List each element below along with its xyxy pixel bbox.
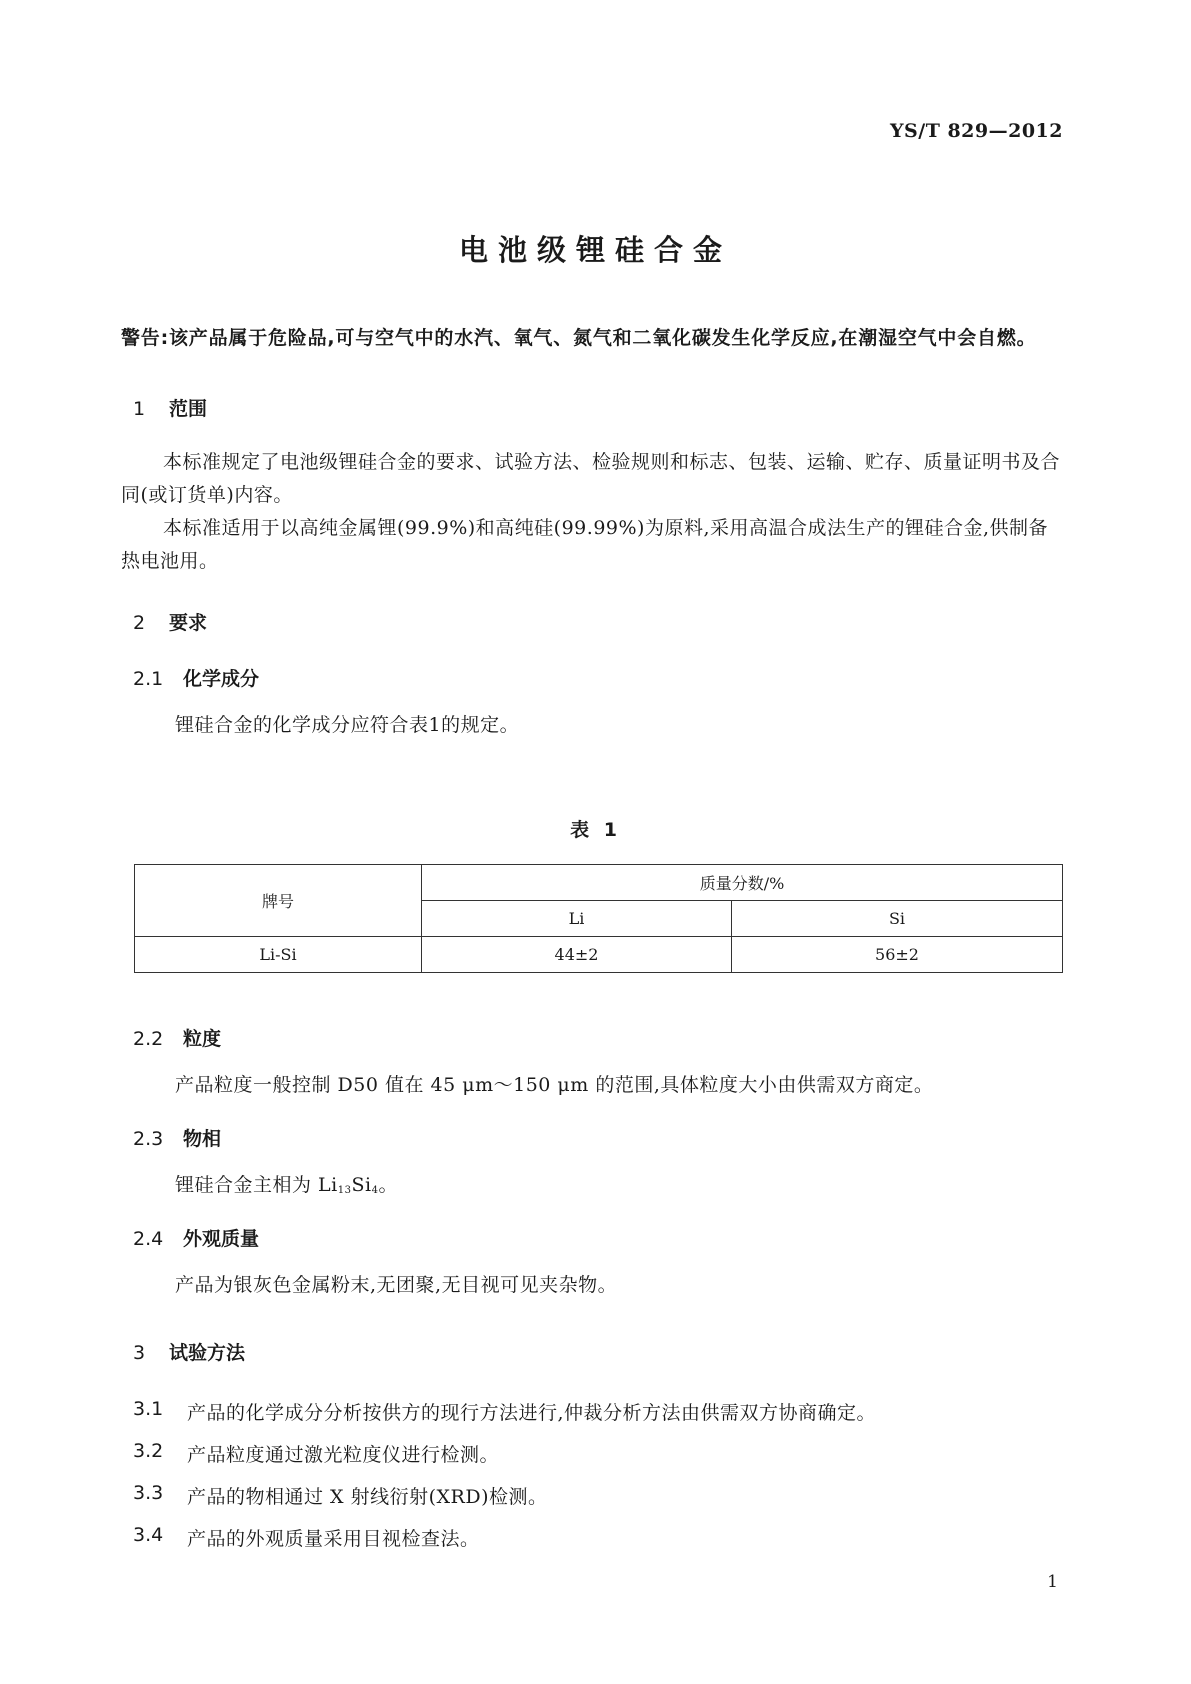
phase-text-part: 。 [378, 1174, 398, 1196]
item-text: 产品的物相通过 X 射线衍射(XRD)检测。 [187, 1486, 548, 1508]
particle-size-text: 产品粒度一般控制 D50 值在 45 μm～150 μm 的范围,具体粒度大小由供需双方商定。 [175, 1074, 934, 1096]
item-text: 产品粒度通过激光粒度仪进行检测。 [187, 1444, 500, 1466]
section-2-heading [133, 608, 207, 635]
section-2-2-heading [133, 1024, 221, 1051]
item-number: 3.2 [133, 1440, 164, 1462]
section-2-3-heading [133, 1124, 221, 1151]
section-2-1-heading [133, 664, 259, 691]
table-header-li: Li [422, 901, 732, 937]
scope-paragraph-2: 本标准适用于以高纯金属锂(99.9%)和高纯硅(99.99%)为原料,采用高温合成法生产的锂硅合金,供制备热电池用。 [121, 517, 1049, 572]
test-method-item [133, 1398, 877, 1424]
item-text: 产品的外观质量采用目视检查法。 [187, 1528, 480, 1550]
section-number: 2.2 [133, 1028, 164, 1050]
phase-text [175, 1170, 398, 1197]
page-title: 电池级锂硅合金 [458, 233, 732, 267]
table-header-si: Si [732, 901, 1063, 937]
table-cell-si: 56±2 [732, 937, 1063, 973]
table-header-grade: 牌号 [135, 865, 422, 937]
item-number: 3.3 [133, 1482, 164, 1504]
section-number: 3 [133, 1342, 146, 1364]
item-number: 3.4 [133, 1524, 164, 1546]
test-method-item [133, 1440, 500, 1466]
item-number: 3.1 [133, 1398, 164, 1420]
section-title: 物相 [183, 1128, 222, 1150]
section-1-heading [133, 394, 207, 421]
section-title: 外观质量 [183, 1228, 260, 1250]
subscript: 4 [371, 1185, 379, 1196]
subscript: 13 [337, 1185, 352, 1196]
chemical-composition-text: 锂硅合金的化学成分应符合表1的规定。 [175, 714, 520, 736]
standard-code: YS/T 829—2012 [889, 120, 1063, 142]
table-header-mass-fraction: 质量分数/% [422, 865, 1063, 901]
scope-paragraph-1: 本标准规定了电池级锂硅合金的要求、试验方法、检验规则和标志、包装、运输、贮存、质量证明书及合同(或订货单)内容。 [121, 451, 1061, 506]
phase-text-part: 锂硅合金主相为 Li [175, 1174, 338, 1196]
section-title: 试验方法 [169, 1342, 246, 1364]
page-number: 1 [1047, 1572, 1058, 1592]
section-number: 1 [133, 398, 146, 420]
phase-text-part: Si [351, 1174, 372, 1196]
section-number: 2.4 [133, 1228, 164, 1250]
section-number: 2.3 [133, 1128, 164, 1150]
section-title: 化学成分 [183, 668, 260, 690]
section-number: 2 [133, 612, 146, 634]
section-3-heading [133, 1338, 245, 1365]
section-title: 要求 [169, 612, 208, 634]
section-2-4-heading [133, 1224, 259, 1251]
test-method-item [133, 1524, 480, 1550]
table-cell-grade: Li-Si [135, 937, 422, 973]
appearance-text: 产品为银灰色金属粉末,无团聚,无目视可见夹杂物。 [175, 1274, 618, 1296]
warning-paragraph: 警告:该产品属于危险品,可与空气中的水汽、氧气、氮气和二氧化碳发生化学反应,在潮湿空气中会自燃。 [121, 327, 1037, 349]
section-title: 粒度 [183, 1028, 222, 1050]
table-caption: 表 1 [570, 819, 621, 841]
test-method-item [133, 1482, 548, 1508]
table-cell-li: 44±2 [422, 937, 732, 973]
section-title: 范围 [169, 398, 208, 420]
section-number: 2.1 [133, 668, 164, 690]
table-row [135, 937, 1063, 973]
item-text: 产品的化学成分分析按供方的现行方法进行,仲裁分析方法由供需双方协商确定。 [187, 1402, 877, 1424]
composition-table [134, 864, 1063, 973]
